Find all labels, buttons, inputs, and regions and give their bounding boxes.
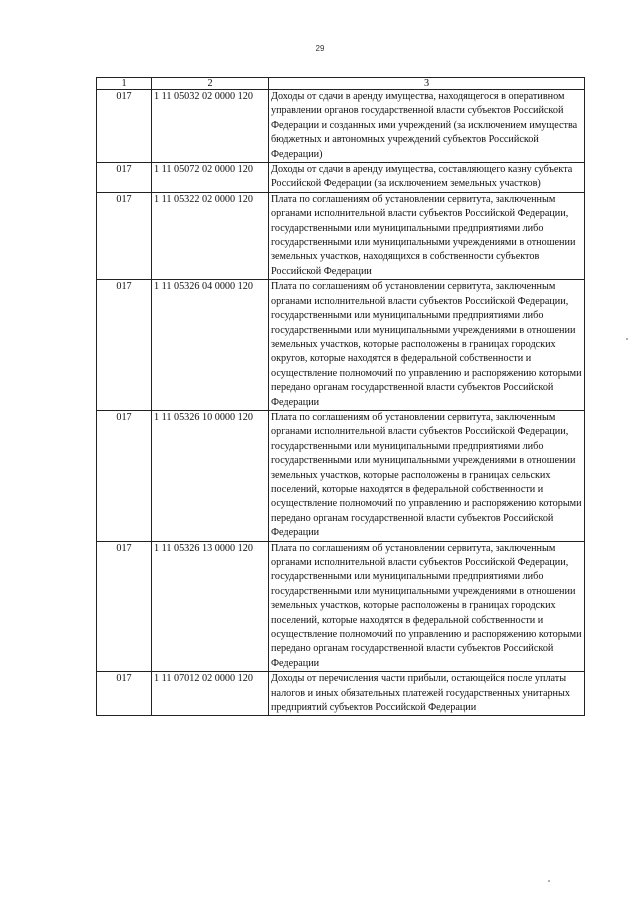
scan-speck (548, 880, 550, 882)
admin-code-cell: 017 (97, 410, 152, 541)
admin-code-cell: 017 (97, 192, 152, 279)
budget-code-cell: 1 11 05032 02 0000 120 (152, 90, 269, 163)
admin-code-cell: 017 (97, 90, 152, 163)
budget-code-cell: 1 11 05072 02 0000 120 (152, 163, 269, 193)
budget-code-cell: 1 11 07012 02 0000 120 (152, 672, 269, 716)
description-cell: Плата по соглашениям об установлении сервитута, заключенным органами исполнительной власти субъектов Российской Федерации, государственными или муниципальными предприятиями либо государственными или муниципальными учреждениями в отношении земельных участков, которые расположены в границах городских поселений, которые находятся в федеральной собственности и осуществление полномочий по управлению и распоряжению которыми передано органам государственной власти субъектов Российской Федерации (269, 541, 585, 672)
description-cell: Доходы от перечисления части прибыли, остающейся после уплаты налогов и иных обязательных платежей государственных унитарных предприятий субъектов Российской Федерации (269, 672, 585, 716)
budget-code-cell: 1 11 05326 10 0000 120 (152, 410, 269, 541)
page-number: 29 (315, 44, 325, 53)
table-row (97, 541, 585, 672)
budget-code-cell: 1 11 05326 04 0000 120 (152, 280, 269, 411)
description-cell: Доходы от сдачи в аренду имущества, находящегося в оперативном управлении органов государственной власти субъектов Российской Федерации и созданных ими учреждений (за исключением имущества бюджетных и автономных учреждений субъектов Российской Федерации) (269, 90, 585, 163)
revenue-codes-table (96, 77, 585, 716)
budget-code-cell: 1 11 05326 13 0000 120 (152, 541, 269, 672)
description-cell: Плата по соглашениям об установлении сервитута, заключенным органами исполнительной власти субъектов Российской Федерации, государственными или муниципальными предприятиями либо государственными или муниципальными учреждениями в отношении земельных участков, которые расположены в границах городских округов, которые находятся в федеральной собственности и осуществление полномочий по управлению и распоряжению которыми передано органам государственной власти субъектов Российской Федерации (269, 280, 585, 411)
column-header-description: 3 (269, 78, 585, 90)
table-row (97, 90, 585, 163)
admin-code-cell: 017 (97, 163, 152, 193)
admin-code-cell: 017 (97, 541, 152, 672)
table-row (97, 410, 585, 541)
table-row (97, 192, 585, 279)
budget-code-cell: 1 11 05322 02 0000 120 (152, 192, 269, 279)
column-header-admin: 1 (97, 78, 152, 90)
scan-speck (626, 338, 628, 340)
table-row (97, 163, 585, 193)
table-row (97, 280, 585, 411)
admin-code-cell: 017 (97, 280, 152, 411)
column-header-code: 2 (152, 78, 269, 90)
admin-code-cell: 017 (97, 672, 152, 716)
description-cell: Доходы от сдачи в аренду имущества, составляющего казну субъекта Российской Федерации (за исключением земельных участков) (269, 163, 585, 193)
table-row (97, 672, 585, 716)
description-cell: Плата по соглашениям об установлении сервитута, заключенным органами исполнительной власти субъектов Российской Федерации, государственными или муниципальными предприятиями либо государственными или муниципальными учреждениями в отношении земельных участков, находящихся в собственности субъектов Российской Федерации (269, 192, 585, 279)
table-header-row (97, 78, 585, 90)
description-cell: Плата по соглашениям об установлении сервитута, заключенным органами исполнительной власти субъектов Российской Федерации, государственными или муниципальными предприятиями либо государственными или муниципальными учреждениями в отношении земельных участков, которые расположены в границах сельских поселений, которые находятся в федеральной собственности и осуществление полномочий по управлению и распоряжению которыми передано органам государственной власти субъектов Российской Федерации (269, 410, 585, 541)
